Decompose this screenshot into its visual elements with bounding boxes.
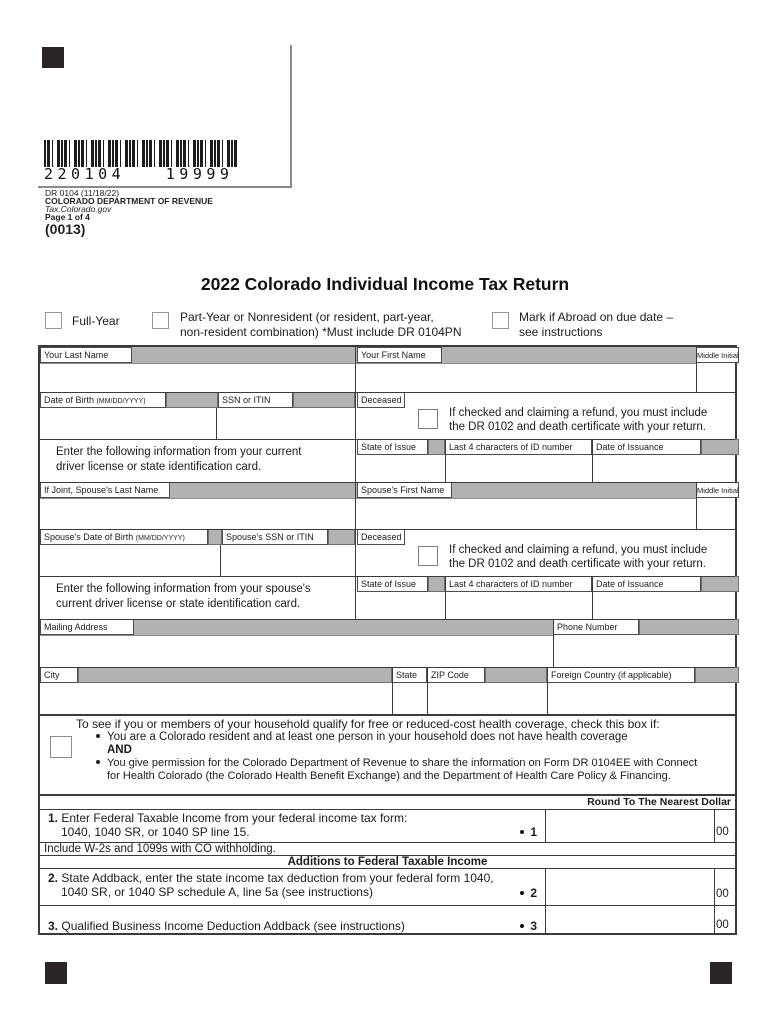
- divider-line: [696, 482, 697, 529]
- divider-line: [553, 619, 554, 667]
- spouse-dob-input[interactable]: [42, 546, 218, 574]
- spouse-state-of-issue-label: State of Issue: [357, 576, 428, 592]
- license-note-line2: driver license or state identification card.: [56, 461, 262, 473]
- city-input[interactable]: [42, 684, 390, 712]
- additions-header: Additions to Federal Taxable Income: [287, 856, 488, 868]
- health-bullet2-line2: for Health Colorado (the Colorado Health Benefit Exchange) and the Department of Health Care Policy & Financing.: [107, 770, 671, 782]
- bullet-icon: [520, 924, 524, 928]
- divider-line: [592, 576, 593, 619]
- divider-line: [547, 667, 548, 714]
- registration-mark-icon: [710, 962, 732, 984]
- gray-box: [701, 576, 739, 592]
- part-year-label-line2: non-resident combination) *Must include DR 0104PN: [180, 325, 462, 339]
- barcode-icon: [44, 140, 237, 167]
- gray-box: [485, 667, 547, 683]
- divider-line: [545, 809, 546, 842]
- divider-line: [445, 439, 446, 482]
- spouse-state-of-issue-input[interactable]: [357, 593, 443, 617]
- spouse-middle-initial-input[interactable]: [698, 499, 736, 525]
- bullet-icon: [520, 830, 524, 834]
- spouse-date-of-issuance-label: Date of Issuance: [592, 576, 701, 592]
- state-of-issue-label: State of Issue: [357, 439, 428, 455]
- department-name: COLORADO DEPARTMENT OF REVENUE: [45, 196, 213, 206]
- spouse-deceased-note-line2: the DR 0102 and death certificate with your return.: [449, 558, 706, 570]
- phone-number-label: Phone Number: [553, 619, 639, 635]
- line1-text2: 1040, 1040 SR, or 1040 SP line 15.: [61, 825, 250, 839]
- divider-line: [220, 545, 221, 576]
- line1-cents: 00: [716, 826, 729, 838]
- spouse-first-name-label: Spouse's First Name: [357, 482, 452, 498]
- bullet-icon: [520, 891, 524, 895]
- last-name-label: Your Last Name: [40, 347, 132, 363]
- full-year-checkbox[interactable]: [45, 312, 62, 329]
- divider-line: [714, 809, 715, 842]
- license-note-line1: Enter the following information from your current: [56, 446, 302, 458]
- date-of-issuance-label: Date of Issuance: [592, 439, 701, 455]
- deceased-label: Deceased: [357, 392, 405, 408]
- ssn-input[interactable]: [218, 409, 353, 437]
- gray-box: [428, 576, 445, 592]
- line1-text1: 1. Enter Federal Taxable Income from your federal income tax form:: [48, 811, 408, 825]
- divider-line: [40, 482, 735, 483]
- divider-line: [355, 347, 356, 619]
- line2-cents: 00: [716, 888, 729, 900]
- form-body: [38, 345, 737, 935]
- divider-line: [40, 667, 735, 668]
- form-number: DR 0104 (11/18/22): [45, 188, 120, 198]
- mailing-address-input[interactable]: [42, 636, 551, 665]
- gray-box: [208, 529, 222, 545]
- date-of-issuance-input[interactable]: [594, 456, 737, 480]
- registration-mark-icon: [45, 962, 67, 984]
- state-label: State: [392, 667, 427, 683]
- line1-ref: 1: [480, 825, 537, 839]
- barcode-number: 220104 19999: [44, 165, 234, 183]
- dob-label: Date of Birth (MM/DD/YYYY): [40, 392, 166, 408]
- gray-box: [428, 439, 445, 455]
- health-and-label: AND: [107, 744, 132, 756]
- part-year-checkbox[interactable]: [152, 312, 169, 329]
- foreign-country-label: Foreign Country (if applicable): [547, 667, 695, 683]
- middle-initial-label: Middle Initial: [696, 347, 739, 363]
- mailing-address-label: Mailing Address: [40, 619, 134, 635]
- line3-amount-input[interactable]: [547, 906, 712, 934]
- divider-line: [445, 576, 446, 619]
- spouse-date-of-issuance-input[interactable]: [594, 593, 737, 617]
- health-bullet1: You are a Colorado resident and at least one person in your household does not have health coverage: [96, 731, 628, 743]
- line2-ref: 2: [480, 886, 537, 900]
- barcode-region: [38, 45, 292, 188]
- abroad-label-line2: see instructions: [519, 325, 603, 339]
- zip-input[interactable]: [429, 684, 545, 712]
- divider-line: [427, 667, 428, 714]
- divider-line: [40, 576, 735, 577]
- gray-box: [639, 619, 739, 635]
- dob-input[interactable]: [42, 409, 214, 437]
- spouse-deceased-checkbox[interactable]: [418, 546, 438, 566]
- divider-line: [592, 439, 593, 482]
- foreign-country-input[interactable]: [549, 684, 737, 712]
- line2-amount-input[interactable]: [547, 870, 712, 903]
- gray-box: [701, 439, 739, 455]
- spouse-last-name-input[interactable]: [42, 499, 352, 525]
- line3-ref: 3: [480, 919, 537, 933]
- divider-line: [40, 714, 735, 716]
- zip-label: ZIP Code: [427, 667, 485, 683]
- line3-text: 3. Qualified Business Income Deduction Addback (see instructions): [48, 919, 405, 933]
- gray-box: [166, 392, 218, 408]
- agency-block: [45, 188, 213, 237]
- divider-line: [40, 439, 735, 440]
- health-coverage-checkbox[interactable]: [50, 736, 72, 758]
- spouse-middle-initial-label: Middle Initial: [696, 482, 739, 498]
- spouse-id-last4-label: Last 4 characters of ID number: [445, 576, 592, 592]
- full-year-label: Full-Year: [72, 314, 120, 328]
- middle-initial-input[interactable]: [698, 364, 736, 390]
- spouse-license-note-line1: Enter the following information from your spouse's: [56, 583, 311, 595]
- abroad-label-line1: Mark if Abroad on due date –: [519, 310, 674, 324]
- website: Tax.Colorado.gov: [45, 204, 112, 214]
- spouse-last-name-label: If Joint, Spouse's Last Name: [40, 482, 170, 498]
- first-name-label: Your First Name: [357, 347, 442, 363]
- divider-line: [216, 408, 217, 439]
- ssn-label: SSN or ITIN: [218, 392, 293, 408]
- round-note: Round To The Nearest Dollar: [587, 796, 731, 808]
- city-label: City: [40, 667, 78, 683]
- divider-line: [545, 868, 546, 933]
- part-year-label-line1: Part-Year or Nonresident (or resident, part-year,: [180, 310, 434, 324]
- spouse-deceased-label: Deceased: [357, 529, 405, 545]
- divider-line: [714, 868, 715, 933]
- spouse-deceased-note-line1: If checked and claiming a refund, you must include: [449, 544, 708, 556]
- last-name-input[interactable]: [42, 364, 352, 390]
- state-input[interactable]: [394, 684, 425, 712]
- gray-box: [293, 392, 355, 408]
- spouse-ssn-input[interactable]: [222, 546, 353, 574]
- line2-text1: 2. State Addback, enter the state income tax deduction from your federal form 1040,: [48, 871, 494, 885]
- form-code: (0013): [45, 221, 86, 237]
- spouse-dob-label: Spouse's Date of Birth (MM/DD/YYYY): [40, 529, 208, 545]
- health-intro: To see if you or members of your household qualify for free or reduced-cost health coverage, check this box if:: [76, 717, 660, 731]
- deceased-note-line2: the DR 0102 and death certificate with your return.: [449, 421, 706, 433]
- divider-line: [392, 667, 393, 714]
- spouse-id-last4-input[interactable]: [447, 593, 590, 617]
- include-note: Include W-2s and 1099s with CO withholding.: [44, 843, 276, 855]
- gray-box: [695, 667, 739, 683]
- state-of-issue-input[interactable]: [357, 456, 443, 480]
- id-last4-input[interactable]: [447, 456, 590, 480]
- spouse-license-note-line2: current driver license or state identification card.: [56, 598, 301, 610]
- spouse-first-name-input[interactable]: [358, 499, 693, 525]
- line1-amount-input[interactable]: [547, 810, 712, 840]
- line2-text2: 1040 SR, or 1040 SP schedule A, line 5a (see instructions): [61, 885, 373, 899]
- health-bullet2-line1: You give permission for the Colorado Department of Revenue to share the information on Form DR 0104EE with Connect: [96, 757, 697, 769]
- divider-line: [40, 392, 735, 393]
- gray-box: [328, 529, 355, 545]
- divider-line: [40, 619, 735, 620]
- spouse-ssn-label: Spouse's SSN or ITIN: [222, 529, 328, 545]
- abroad-checkbox[interactable]: [492, 312, 509, 329]
- id-last4-label: Last 4 characters of ID number: [445, 439, 592, 455]
- deceased-checkbox[interactable]: [418, 409, 438, 429]
- deceased-note-line1: If checked and claiming a refund, you must include: [449, 407, 708, 419]
- phone-number-input[interactable]: [555, 636, 737, 665]
- divider-line: [696, 347, 697, 392]
- line3-cents: 00: [716, 919, 729, 931]
- first-name-input[interactable]: [358, 364, 693, 390]
- gray-box: [78, 667, 392, 683]
- divider-line: [40, 529, 735, 530]
- divider-line: [40, 868, 735, 869]
- page-title: 2022 Colorado Individual Income Tax Return: [200, 274, 570, 294]
- page-indicator: Page 1 of 4: [45, 212, 90, 222]
